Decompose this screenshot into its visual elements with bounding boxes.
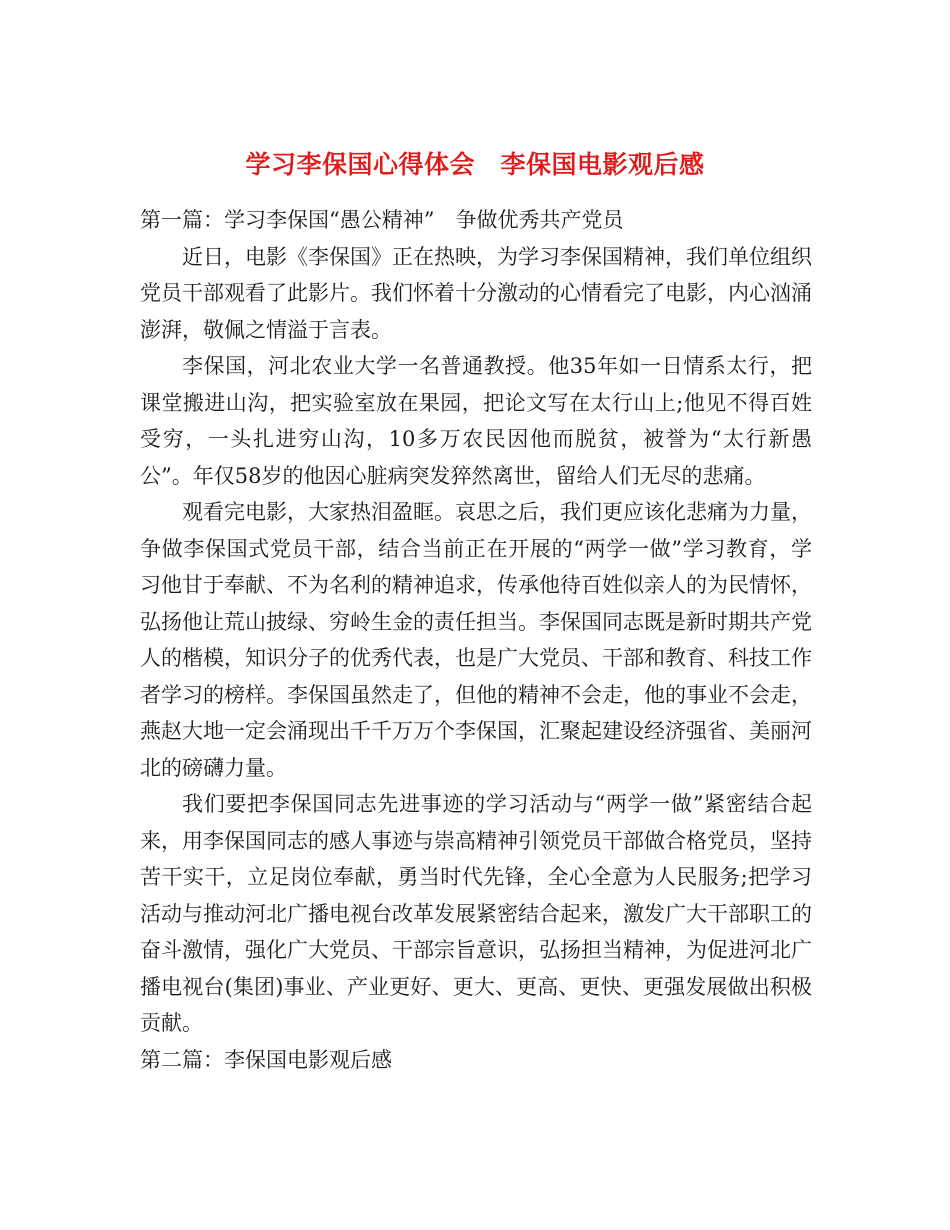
- document-title: 学习李保国心得体会 李保国电影观后感: [245, 149, 705, 179]
- paragraph-2: 李保国，河北农业大学一名普通教授。他35年如一日情系太行，把课堂搬进山沟，把实验室放在果园，把论文写在太行山上;他见不得百姓受穷，一头扎进穷山沟，10多万农民因他而脱贫，被誉为“太行新愚公”。年仅58岁的他因心脏病突发猝然离世，留给人们无尽的悲痛。: [140, 354, 812, 488]
- section-heading-1: 第一篇：学习李保国“愚公精神” 争做优秀共产党员: [140, 208, 624, 232]
- paragraph-4: 我们要把李保国同志先进事迹的学习活动与“两学一做”紧密结合起来，用李保国同志的感人事迹与崇高精神引领党员干部做合格党员，坚持苦干实干，立足岗位奉献，勇当时代先锋，全心全意为人民服务;把学习活动与推动河北广播电视台改革发展紧密结合起来，激发广大干部职工的奋斗激情，强化广大党员、干部宗旨意识，弘扬担当精神，为促进河北广播电视台(集团)事业、产业更好、更大、更高、更快、更强发展做出积极贡献。: [140, 792, 812, 1035]
- paragraph-3: 观看完电影，大家热泪盈眶。哀思之后，我们更应该化悲痛为力量，争做李保国式党员干部，结合当前正在开展的“两学一做”学习教育，学习他甘于奉献、不为名利的精神追求，传承他待百姓似亲人的为民情怀，弘扬他让荒山披绿、穷岭生金的责任担当。李保国同志既是新时期共产党人的楷模，知识分子的优秀代表，也是广大党员、干部和教育、科技工作者学习的榜样。李保国虽然走了，但他的精神不会走，他的事业不会走，燕赵大地一定会涌现出千千万万个李保国，汇聚起建设经济强省、美丽河北的磅礴力量。: [140, 500, 812, 780]
- paragraph-1: 近日，电影《李保国》正在热映，为学习李保国精神，我们单位组织党员干部观看了此影片。我们怀着十分激动的心情看完了电影，内心汹涌澎湃，敬佩之情溢于言表。: [140, 244, 812, 342]
- section-heading-2: 第二篇：李保国电影观后感: [140, 1047, 392, 1072]
- document-body: [140, 202, 812, 1078]
